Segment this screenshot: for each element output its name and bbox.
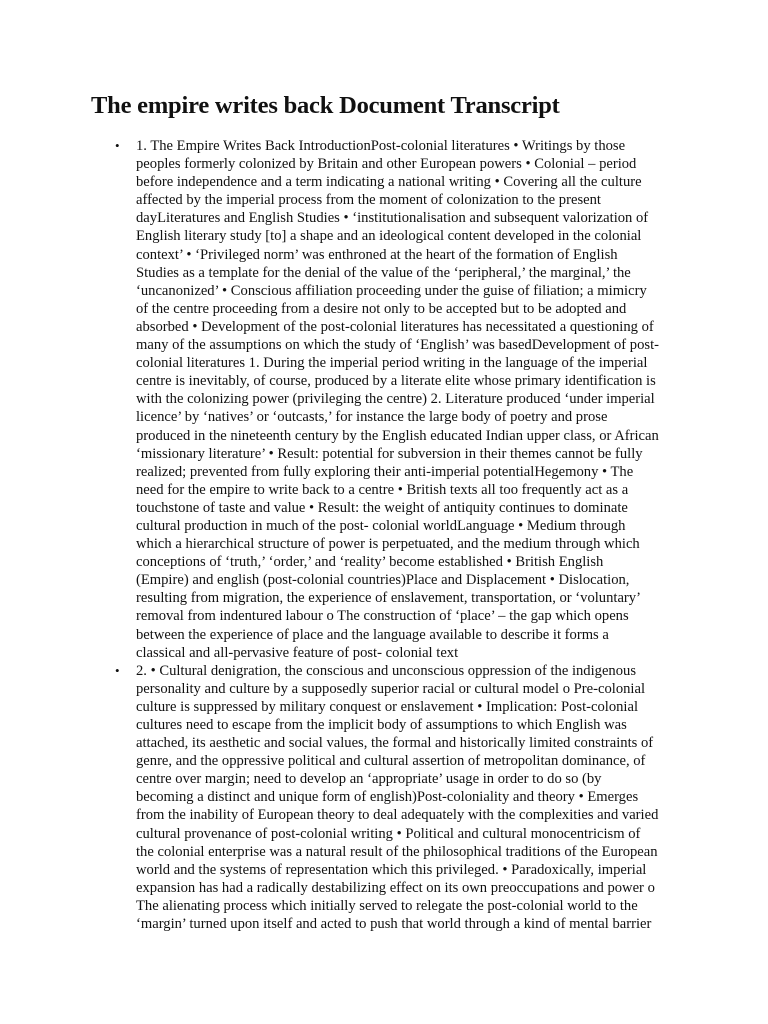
document-title: The empire writes back Document Transcript	[91, 92, 560, 119]
transcript-list	[0, 137, 659, 933]
transcript-line: context’ • ‘Privileged norm’ was enthroned at the heart of the formation of English	[136, 246, 618, 263]
transcript-line: (Empire) and english (post-colonial countries)Place and Displacement • Dislocation,	[136, 572, 630, 589]
transcript-line: peoples formerly colonized by Britain and other European powers • Colonial – period	[136, 156, 637, 173]
transcript-line: conceptions of ‘truth,’ ‘order,’ and ‘reality’ become established • British English	[136, 554, 604, 571]
transcript-line: which a hierarchical structure of power is perpetuated, and the medium through which	[136, 536, 640, 553]
transcript-line: English literary study [to] a shape and an ideological content developed in the colonial	[136, 228, 642, 245]
transcript-line: 2. • Cultural denigration, the conscious and unconscious oppression of the indigenous	[136, 662, 636, 679]
transcript-line: touchstone of taste and value • Result: the weight of antiquity continues to dominate	[136, 499, 628, 516]
transcript-line: many of the assumptions on which the study of ‘English’ was basedDevelopment of post-	[136, 337, 659, 354]
transcript-line: classical and all-pervasive feature of post- colonial text	[136, 644, 459, 661]
transcript-line: removal from indentured labour o The construction of ‘place’ – the gap which opens	[136, 608, 629, 625]
transcript-line: attached, its aesthetic and social values, the formal and historically limited constraints of	[136, 735, 654, 752]
transcript-line: from the inability of European theory to deal adequately with the complexities and varied	[136, 807, 659, 824]
transcript-line: becoming a distinct and unique form of english)Post-coloniality and theory • Emerges	[136, 789, 639, 806]
transcript-item	[0, 137, 659, 662]
transcript-line: produced in the nineteenth century by the English educated Indian upper class, or African	[136, 427, 659, 444]
transcript-line: Studies as a template for the denial of the value of the ‘peripheral,’ the marginal,’ the	[136, 264, 631, 281]
transcript-line: cultural production in much of the post- colonial worldLanguage • Medium through	[136, 517, 626, 534]
transcript-item	[0, 662, 659, 933]
transcript-line: realized; prevented from fully exploring their anti-imperial potentialHegemony • The	[136, 463, 634, 480]
transcript-line: the colonial enterprise was a natural result of the philosophical traditions of the European	[136, 843, 658, 860]
transcript-line: resulting from migration, the experience of enslavement, transportation, or ‘voluntary’	[136, 590, 641, 607]
transcript-line: dayLiteratures and English Studies • ‘institutionalisation and subsequent valorization of	[136, 210, 649, 227]
transcript-line: between the experience of place and the language available to describe it forms a	[136, 626, 609, 643]
transcript-line: centre is inevitably, of course, produced by a literate elite whose primary identification is	[136, 373, 656, 390]
transcript-line: with the colonizing power (privileging the centre) 2. Literature produced ‘under imperial	[136, 391, 655, 408]
transcript-line: ‘margin’ turned upon itself and acted to push that world through a kind of mental barrier	[136, 916, 652, 933]
bullet-icon: •	[115, 662, 120, 678]
transcript-line: cultural provenance of post-colonial writing • Political and cultural monocentricism of	[136, 825, 641, 842]
transcript-line: of the centre proceeding from a desire not only to be accepted but to be adopted and	[136, 300, 627, 317]
transcript-line: affected by the imperial process from the moment of colonization to the present	[136, 192, 601, 209]
transcript-line: ‘uncanonized’ • Conscious affiliation proceeding under the guise of filiation; a mimicry	[136, 282, 647, 299]
transcript-line: personality and culture by a supposedly superior racial or cultural model o Pre-colonial	[136, 680, 646, 697]
transcript-line: expansion has had a radically destabilizing effect on its own preoccupations and power o	[136, 879, 655, 896]
transcript-line: before independence and a term indicating a national writing • Covering all the culture	[136, 174, 642, 191]
transcript-line: cultures need to escape from the implicit body of assumptions to which English was	[136, 717, 627, 733]
transcript-line: licence’ by ‘natives’ or ‘outcasts,’ for instance the large body of poetry and prose	[136, 409, 608, 426]
transcript-line: culture is suppressed by military conquest or enslavement • Implication: Post-colonial	[136, 698, 639, 715]
transcript-line: colonial literatures 1. During the imperial period writing in the language of the imperial	[136, 355, 648, 372]
transcript-line: The alienating process which initially served to relegate the post-colonial world to the	[136, 897, 638, 914]
transcript-line: ‘missionary literature’ • Result: potential for subversion in their themes cannot be fully	[136, 445, 643, 462]
transcript-line: centre over margin; need to develop an ‘appropriate’ usage in order to do so (by	[136, 771, 602, 788]
transcript-line: genre, and the oppressive political and cultural assertion of metropolitan dominance, of	[136, 753, 646, 770]
transcript-line: need for the empire to write back to a centre • British texts all too frequently act as a	[136, 481, 629, 498]
transcript-line: absorbed • Development of the post-colonial literatures has necessitated a questioning of	[136, 318, 654, 335]
transcript-line: world and the systems of representation which this privileged. • Paradoxically, imperial	[136, 861, 647, 878]
transcript-line: 1. The Empire Writes Back IntroductionPost-colonial literatures • Writings by those	[136, 138, 626, 154]
bullet-icon: •	[115, 138, 120, 153]
